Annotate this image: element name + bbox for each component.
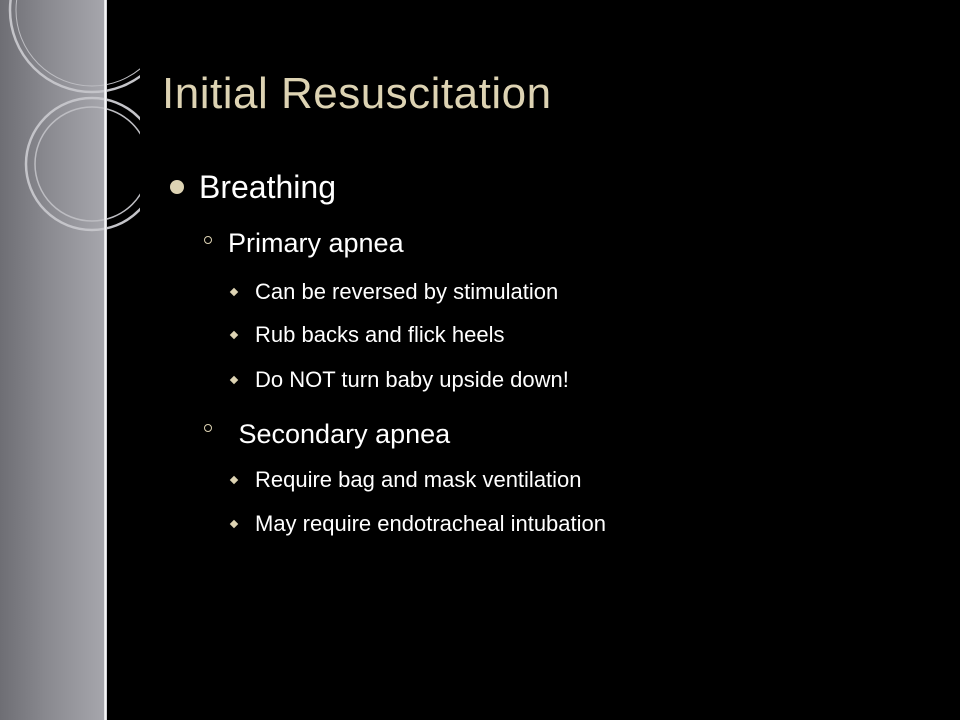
bullet-secondary-apnea: Secondary apnea xyxy=(231,419,451,449)
bullet-breathing: Breathing xyxy=(199,169,336,205)
bullet-primary-item-1: Can be reversed by stimulation xyxy=(255,279,559,304)
small-diamond-bullet-icon xyxy=(230,376,238,384)
small-diamond-bullet-icon xyxy=(230,288,238,296)
open-circle-bullet-icon xyxy=(204,236,212,244)
bullet-secondary-item-1: Require bag and mask ventilation xyxy=(255,467,582,492)
slide-title: Initial Resuscitation xyxy=(162,69,552,118)
small-diamond-bullet-icon xyxy=(230,476,238,484)
small-diamond-bullet-icon xyxy=(230,520,238,528)
bullet-primary-item-3: Do NOT turn baby upside down! xyxy=(255,367,569,392)
bullet-secondary-item-2: May require endotracheal intubation xyxy=(255,511,607,536)
filled-circle-bullet-icon xyxy=(170,180,184,194)
bullet-primary-item-2: Rub backs and flick heels xyxy=(255,322,505,347)
bullet-primary-apnea: Primary apnea xyxy=(228,228,404,258)
small-diamond-bullet-icon xyxy=(230,331,238,339)
open-circle-bullet-icon xyxy=(204,424,212,432)
